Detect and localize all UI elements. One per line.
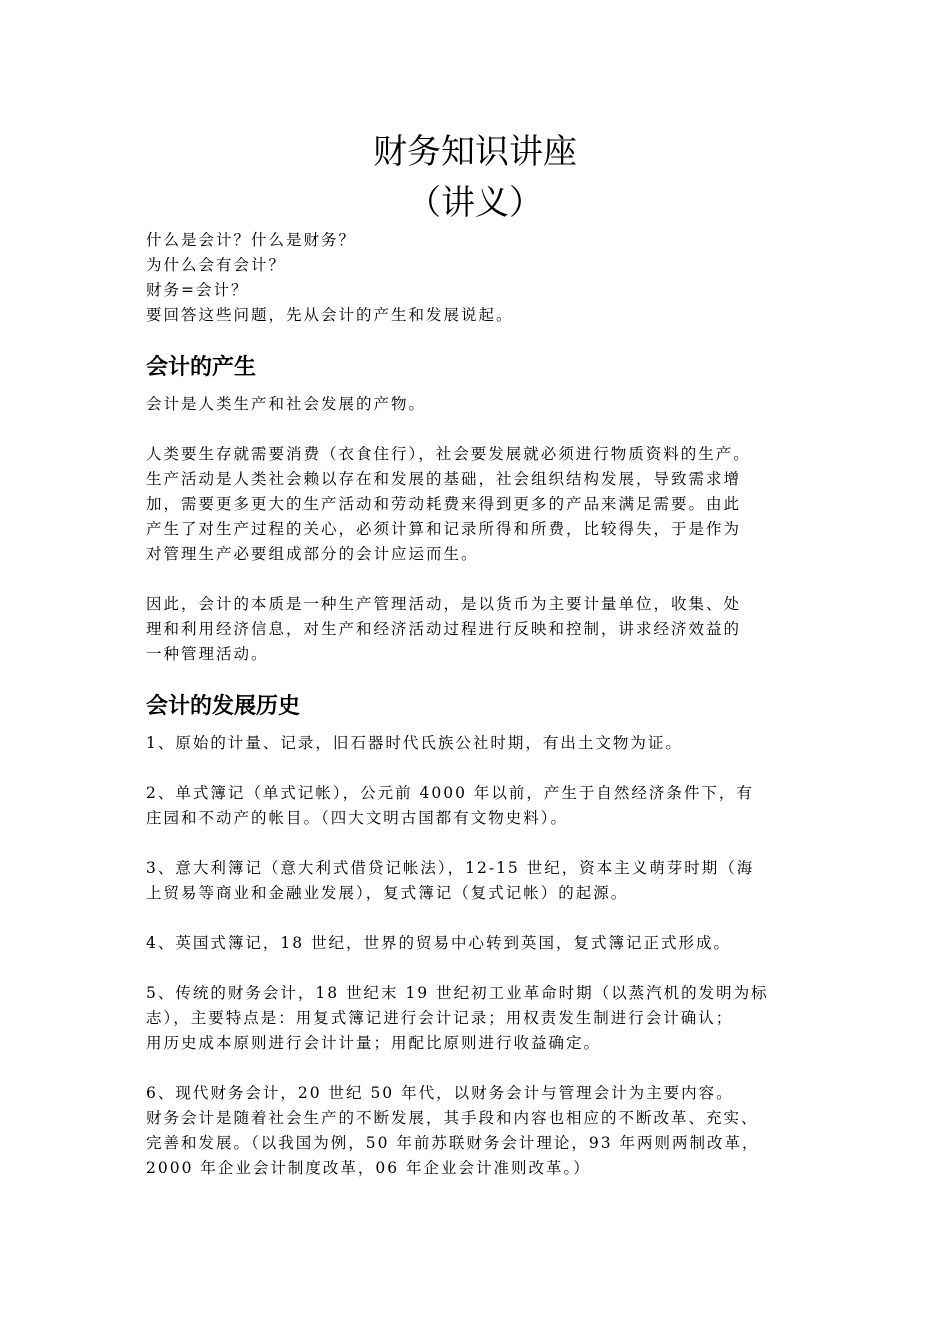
- paragraph-line: 会计是人类生产和社会发展的产物。: [146, 395, 427, 413]
- paragraph-line: 加，需要更多更大的生产活动和劳动耗费来得到更多的产品来满足需要。由此: [146, 495, 742, 513]
- paragraph-line: 对管理生产必要组成部分的会计应运而生。: [146, 545, 479, 563]
- paragraph: [146, 592, 836, 667]
- history-line: 2、单式簿记（单式记帐），公元前 4000 年以前，产生于自然经济条件下，有: [146, 784, 754, 802]
- history-line: 6、现代财务会计，20 世纪 50 年代，以财务会计与管理会计为主要内容。: [146, 1084, 734, 1102]
- history-item: [146, 1081, 836, 1181]
- intro-line: 为什么会有会计？: [146, 256, 287, 274]
- history-item: [146, 781, 836, 831]
- section-heading-history: 会计的发展历史: [146, 694, 301, 719]
- document-title: 财务知识讲座: [373, 132, 577, 172]
- section-heading-origin: 会计的产生: [146, 355, 257, 380]
- paragraph-line: 因此，会计的本质是一种生产管理活动，是以货币为主要计量单位，收集、处: [146, 595, 742, 613]
- history-line: 庄园和不动产的帐目。（四大文明古国都有文物史料）。: [146, 809, 569, 827]
- paragraph-line: 生产活动是人类社会赖以存在和发展的基础，社会组织结构发展，导致需求增: [146, 470, 742, 488]
- intro-line: 财务=会计？: [146, 281, 249, 299]
- history-line: 2000 年企业会计制度改革，06 年企业会计准则改革。）: [146, 1159, 591, 1177]
- paragraph: [146, 392, 836, 417]
- intro-line: 什么是会计？什么是财务？: [146, 231, 357, 249]
- paragraph: [146, 442, 836, 567]
- history-line: 4、英国式簿记，18 世纪，世界的贸易中心转到英国，复式簿记正式形成。: [146, 934, 732, 952]
- intro-line: 要回答这些问题，先从会计的产生和发展说起。: [146, 306, 514, 324]
- history-item: [146, 856, 836, 906]
- history-item: [146, 731, 836, 756]
- history-item: [146, 931, 836, 956]
- history-line: 5、传统的财务会计，18 世纪末 19 世纪初工业革命时期（以蒸汽机的发明为标: [146, 984, 769, 1002]
- paragraph-line: 一种管理活动。: [146, 645, 269, 663]
- paragraph-line: 理和利用经济信息，对生产和经济活动过程进行反映和控制，讲求经济效益的: [146, 620, 742, 638]
- history-item: [146, 981, 836, 1056]
- history-line: 上贸易等商业和金融业发展），复式簿记（复式记帐）的起源。: [146, 884, 629, 902]
- paragraph-line: 产生了对生产过程的关心，必须计算和记录所得和所费，比较得失，于是作为: [146, 520, 742, 538]
- paragraph-line: 人类要生存就需要消费（衣食住行），社会要发展就必须进行物质资料的生产。: [146, 445, 751, 463]
- history-line: 志），主要特点是：用复式簿记进行会计记录；用权责发生制进行会计确认；: [146, 1009, 734, 1027]
- intro-questions: [146, 228, 836, 328]
- history-line: 财务会计是随着社会生产的不断发展，其手段和内容也相应的不断改革、充实、: [146, 1109, 759, 1127]
- history-line: 3、意大利簿记（意大利式借贷记帐法），12-15 世纪，资本主义萌芽时期（海: [146, 859, 755, 877]
- document-body: [146, 228, 836, 1206]
- document-subtitle: （讲义）: [407, 183, 543, 223]
- history-line: 1、原始的计量、记录，旧石器时代氏族公社时期，有出土文物为证。: [146, 734, 683, 752]
- history-line: 用历史成本原则进行会计计量；用配比原则进行收益确定。: [146, 1034, 602, 1052]
- history-line: 完善和发展。（以我国为例，50 年前苏联财务会计理论，93 年两则两制改革，: [146, 1134, 760, 1152]
